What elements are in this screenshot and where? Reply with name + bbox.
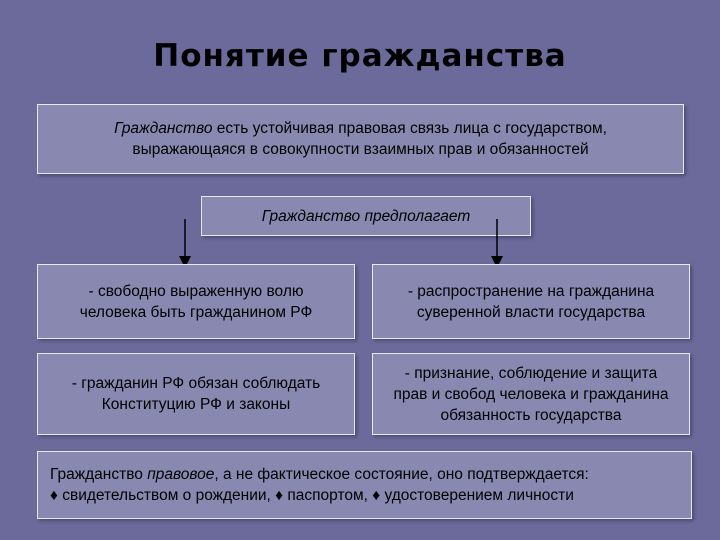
definition-line-1 — [38, 118, 683, 139]
bottom-line-1 — [50, 464, 691, 485]
item-box-4 — [372, 353, 690, 435]
definition-term: Гражданство — [114, 120, 213, 137]
definition-box — [37, 104, 684, 174]
item-4-line-3: обязанность государства — [440, 406, 622, 424]
definition-line-2: выражающаяся в совокупности взаимных прав и обязанностей — [132, 141, 589, 158]
item-3-line-1: - гражданин РФ обязан соблюдать — [71, 375, 321, 392]
presupposes-box — [201, 196, 531, 236]
bottom-box — [37, 451, 692, 519]
item-4-line-2: прав и свобод человека и гражданина — [393, 385, 669, 403]
item-box-2 — [372, 264, 690, 339]
bottom-rest: , а не фактическое состояние, оно подтверждается: — [214, 466, 589, 483]
item-box-1 — [37, 264, 355, 339]
item-box-3 — [37, 353, 355, 435]
item-2-line-2: суверенной власти государства — [416, 303, 646, 321]
definition-line-1-rest: есть устойчивая правовая связь лица с государством, — [212, 120, 607, 137]
item-1-line-2: человека быть гражданином РФ — [79, 303, 313, 321]
bottom-prefix: Гражданство — [50, 466, 148, 483]
page-title: Понятие гражданства — [153, 38, 567, 74]
item-2-line-1: - распространение на гражданина — [407, 282, 655, 300]
item-4-line-1: - признание, соблюдение и защита — [404, 364, 658, 382]
bottom-emph: правовое — [147, 466, 215, 483]
item-3-line-2: Конституцию РФ и законы — [101, 396, 291, 413]
item-1-line-1: - свободно выраженную волю — [88, 282, 304, 300]
bottom-line-2: ♦ свидетельством о рождении, ♦ паспортом, ♦ удостоверением личности — [50, 487, 574, 504]
presupposes-label: Гражданство предполагает — [261, 207, 471, 225]
